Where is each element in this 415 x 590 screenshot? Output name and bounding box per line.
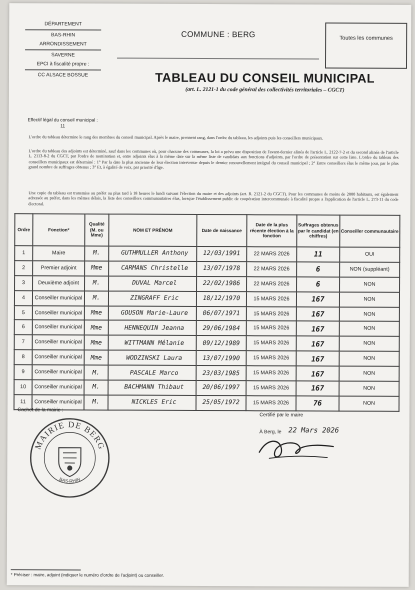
cell-election: 15 MARS 2026 [246, 321, 296, 336]
rules-paragraph: L'ordre du tableau des adjoints est déterminé, sauf dans les communes où, pour chacune des communes, la loi a prévu une disposition de l'avant-dernier alinéa de l'article L. 2122-7-2 et du second alinéa de l'article L. 2113-8-2 du CGCT, par l'ordre de nomination et, entre adjoints élus à la même date sur la même liste de candidats aux fonctions d'adjoints, par l'ordre de présentation sur cette liste. L'ordre du tableau des conseillers municipaux est déterminé : 1° Par la date la plus ancienne de leur élection intervenue depuis le dernier renouvellement intégral du conseil municipal ; 2° Entre conseillers élus le même jour, par le plus grand nombre de suffrages obtenus ; 3° Et, à égalité de voix, par priorité d'âge. [28, 148, 399, 170]
document-subtitle: (art. L. 2121-1 du code général des collectivités territoriales – CGCT) [185, 86, 345, 94]
cachet-label: Cachet de la mairie : [17, 407, 64, 414]
cell-qualite: Mme [85, 261, 109, 276]
cell-communautaire: NON [339, 292, 399, 307]
cell-suffrages: 167 [296, 351, 339, 366]
document-title: TABLEAU DU CONSEIL MUNICIPAL [155, 70, 375, 86]
cell-fonction: Premier adjoint [33, 261, 85, 276]
cell-qualite: Mme [84, 335, 108, 350]
cell-fonction: Conseiller municipal [32, 380, 84, 395]
cell-ordre: 10 [14, 380, 32, 395]
cell-qualite: M. [85, 246, 109, 261]
cell-nom: ZINGRAFF Eric [108, 291, 196, 306]
cell-ordre: 11 [14, 395, 32, 410]
table-row [15, 246, 400, 263]
cell-communautaire: NON (suppléant) [340, 262, 400, 277]
cell-election: 22 MARS 2026 [247, 247, 297, 262]
cell-qualite: Mme [84, 306, 108, 321]
cell-nom: PASCALE Marco [108, 365, 196, 380]
cell-suffrages: 167 [296, 336, 339, 351]
table-row [14, 305, 399, 322]
epci-value: CC ALSACE BOSSUE [37, 71, 89, 78]
cell-communautaire: NON [339, 351, 399, 366]
intro-paragraph: L'ordre du tableau détermine le rang des membres du conseil municipal. Après le maire, prennent rang, dans l'ordre du tableau, les adjoints puis les conseillers municipaux. [28, 134, 324, 141]
cell-nom: WITTMANN Mélanie [108, 335, 196, 350]
departement-label: DÉPARTEMENT [44, 21, 82, 28]
effectif-value: 11 [60, 123, 66, 129]
cell-suffrages: 167 [296, 321, 339, 336]
cell-qualite: M. [84, 291, 108, 306]
cell-nom: DUVAL Marcel [109, 276, 197, 291]
cell-suffrages: 6 [297, 262, 340, 277]
cell-ordre: 4 [14, 290, 32, 305]
cell-nom: HENNEQUIN Jeanna [108, 321, 196, 336]
cell-qualite: M. [84, 380, 108, 395]
cell-election: 15 MARS 2026 [246, 291, 296, 306]
cell-fonction: Conseiller municipal [32, 305, 84, 320]
cell-communautaire: NON [339, 366, 399, 381]
cell-communautaire: NON [339, 396, 399, 411]
mayor-signature [251, 430, 341, 466]
arrondissement-value: SAVERNE [51, 51, 75, 58]
header-ordre: Ordre [15, 214, 33, 246]
cell-nom: CARMANS Christelle [109, 261, 197, 276]
cell-qualite: M. [84, 365, 108, 380]
cell-fonction: Conseiller municipal [32, 365, 84, 380]
cell-naissance: 25/05/1972 [196, 395, 246, 410]
departement-value: BAS-RHIN [51, 31, 76, 38]
header-communautaire: Conseiller communautaire [340, 215, 400, 247]
cell-naissance: 23/03/1985 [196, 366, 246, 381]
cell-communautaire: NON [340, 277, 400, 292]
cell-nom: BACHMANN Thibaut [108, 380, 196, 395]
cell-suffrages: 167 [296, 292, 339, 307]
cell-ordre: 6 [14, 320, 32, 335]
svg-text:MAIRIE DE BERG [33, 419, 108, 451]
document-page [7, 3, 412, 587]
footnote-divider [11, 569, 81, 570]
cell-communautaire: OUI [340, 247, 400, 262]
table-row [14, 335, 399, 352]
cell-nom: GUTHMULLER Anthony [109, 246, 197, 261]
cell-ordre: 7 [14, 335, 32, 350]
cell-communautaire: NON [339, 322, 399, 337]
table-row [15, 275, 400, 292]
cell-suffrages: 167 [296, 366, 339, 381]
cell-election: 15 MARS 2026 [246, 336, 296, 351]
cell-ordre: 3 [15, 275, 33, 290]
signature-date: 22 Mars 2026 [288, 426, 340, 435]
cell-suffrages: 167 [296, 381, 339, 396]
cell-naissance: 12/03/1991 [197, 246, 247, 261]
header-suffrages: Suffrages obtenus par le candidat (en chiffres) [297, 215, 340, 247]
cell-naissance: 06/07/1971 [196, 306, 246, 321]
cell-suffrages: 167 [296, 306, 339, 321]
cell-naissance: 29/06/1984 [196, 321, 246, 336]
table-row [14, 380, 399, 397]
cell-election: 22 MARS 2026 [247, 276, 297, 291]
cell-election: 22 MARS 2026 [247, 262, 297, 277]
cell-election: 15 MARS 2026 [246, 381, 296, 396]
cell-naissance: 09/12/1989 [196, 336, 246, 351]
cell-communautaire: NON [339, 336, 399, 351]
cell-suffrages: 76 [296, 396, 339, 411]
place-label: À Berg, le [259, 429, 282, 436]
commune-name: COMMUNE : BERG [181, 29, 256, 40]
certifie-label: Certifié par le maire [259, 412, 304, 419]
cell-election: 15 MARS 2026 [246, 366, 296, 381]
cell-election: 15 MARS 2026 [246, 351, 296, 366]
cell-naissance: 13/07/1990 [196, 351, 246, 366]
commune-category-box [325, 23, 407, 69]
cell-fonction: Conseiller municipal [32, 290, 84, 305]
cell-ordre: 9 [14, 365, 32, 380]
cell-ordre: 1 [15, 246, 33, 261]
header-fonction: Fonction* [33, 214, 85, 246]
transmission-paragraph: Une copie du tableau est transmise au préfet au plus tard à 18 heures le lundi suivant l'élection du maire et des adjoints (art. R. 2121-2 du CGCT). Pour les communes de moins de 2000 habitants, est également adressée au préfet, dans les mêmes délais, la liste des conseillers communautaires élus, lorsque l'établissement public de coopération intercommunale à fiscalité propre a l'application de l'article L. 273-11 du code électoral. [28, 190, 399, 206]
header-qualite: Qualité (M. ou Mme) [85, 214, 109, 246]
cell-qualite: Mme [84, 320, 108, 335]
cell-naissance: 22/02/1986 [197, 276, 247, 291]
cell-naissance: 18/12/1970 [196, 291, 246, 306]
cell-fonction: Conseiller municipal [32, 395, 84, 410]
mairie-stamp [27, 415, 112, 500]
arrondissement-label: ARRONDISSEMENT [39, 41, 87, 48]
cell-fonction: Conseiller municipal [32, 350, 84, 365]
footnote: * Préciser : maire, adjoint (indiquer le numéro d'ordre de l'adjoint) ou conseiller. [10, 572, 165, 578]
cell-naissance: 13/07/1978 [197, 261, 247, 276]
cell-suffrages: 6 [297, 277, 340, 292]
cell-qualite: Mme [84, 350, 108, 365]
cell-qualite: M. [85, 276, 109, 291]
stamp-subtitle: BAS-RHIN [58, 476, 81, 484]
cell-ordre: 2 [15, 261, 33, 276]
table-row [14, 320, 399, 337]
cell-nom: GOUSON Marie-Laure [108, 306, 196, 321]
cell-fonction: Maire [33, 246, 85, 261]
cell-qualite: M. [84, 395, 108, 410]
administrative-header [19, 21, 107, 81]
table-row [14, 350, 399, 367]
cell-ordre: 8 [14, 350, 32, 365]
table-row [14, 395, 399, 412]
cell-suffrages: 11 [297, 247, 340, 262]
table-row [14, 290, 399, 307]
effectif-legal [19, 117, 107, 129]
svg-text:BAS-RHIN [58, 477, 80, 484]
table-row [15, 261, 400, 278]
council-table-body [14, 246, 400, 414]
cell-communautaire: NON [339, 307, 399, 322]
table-header-row [15, 214, 400, 248]
stamp-title: MAIRIE DE BERG [32, 419, 108, 452]
cell-election: 15 MARS 2026 [246, 306, 296, 321]
council-table [13, 213, 400, 414]
cell-nom: NICKLES Eric [108, 395, 196, 410]
header-naissance: Date de naissance [197, 214, 247, 246]
cell-fonction: Conseiller municipal [32, 320, 84, 335]
cell-communautaire: NON [339, 381, 399, 396]
cell-naissance: 20/06/1997 [196, 380, 246, 395]
commune-divider [117, 58, 319, 60]
cell-election: 15 MARS 2026 [246, 396, 296, 411]
cell-ordre: 5 [14, 305, 32, 320]
epci-label: EPCI à fiscalité propre : [36, 61, 90, 68]
coat-of-arms-icon [59, 448, 81, 477]
effectif-label: Effectif légal du conseil municipal : [27, 117, 98, 123]
cell-nom: WODZINSKI Laura [108, 350, 196, 365]
commune-category-text: Toutes les communes [339, 35, 393, 42]
cell-fonction: Conseiller municipal [32, 335, 84, 350]
cell-fonction: Deuxième adjoint [33, 276, 85, 291]
header-nom: NOM ET PRÉNOM [109, 214, 197, 246]
table-row [14, 365, 399, 382]
header-election: Date de la plus récente élection à la fonction [247, 215, 297, 247]
